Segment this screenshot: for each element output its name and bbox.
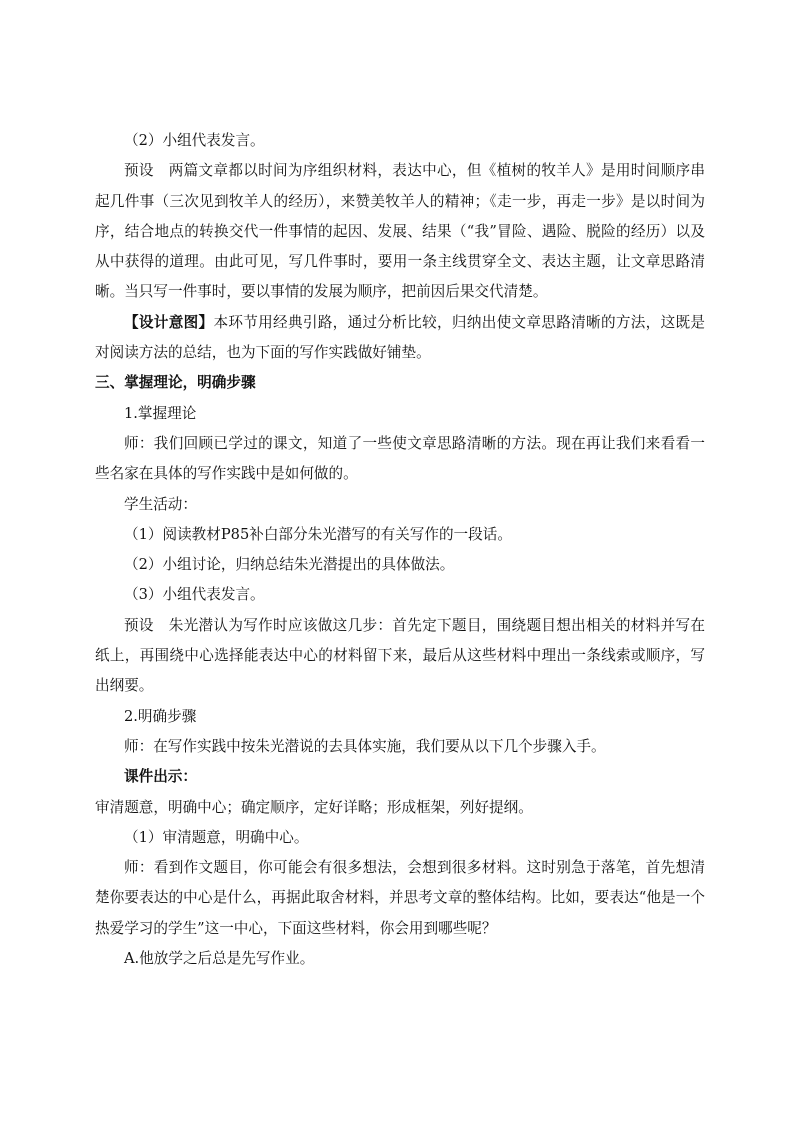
paragraph-courseware-content bbox=[95, 793, 705, 823]
paragraph-group-speech bbox=[95, 126, 705, 156]
paragraph-teacher-2 bbox=[95, 732, 705, 762]
paragraph-activity-2 bbox=[95, 550, 705, 580]
paragraph-text: （1）阅读教材P85补白部分朱光潜写的有关写作的一段话。 bbox=[124, 525, 512, 543]
paragraph-activity-1 bbox=[95, 520, 705, 550]
section-heading-text: 三、掌握理论，明确步骤 bbox=[95, 374, 256, 392]
paragraph-text: 预设 朱光潜认为写作时应该做这几步：首先定下题目，围绕题目想出相关的材料并写在纸上，再围绕中心选择能表达中心的材料留下来，最后从这些材料中理出一条线索或顺序，写出纲要。 bbox=[95, 616, 705, 695]
paragraph-text: 预设 两篇文章都以时间为序组织材料，表达中心，但《植树的牧羊人》是用时间顺序串起几件事（三次见到牧羊人的经历），来赞美牧羊人的精神；《走一步，再走一步》是以时间为序，结合地点的转换交代一件事情的起因、发展、结果（“我”冒险、遇险、脱险的经历）以及从中获得的道理。由此可见，写几件事时，要用一条主线贯穿全文、表达主题，让文章思路清晰。当只写一件事时，要以事情的发展为顺序，把前因后果交代清楚。 bbox=[95, 162, 705, 301]
paragraph-student-activity bbox=[95, 490, 705, 520]
section-heading-3 bbox=[95, 368, 705, 398]
paragraph-text: 审清题意，明确中心；确定顺序，定好详略；形成框架，列好提纲。 bbox=[95, 798, 533, 816]
courseware-label: 课件出示： bbox=[124, 768, 197, 786]
paragraph-text: 1.掌握理论 bbox=[124, 404, 197, 422]
paragraph-activity-3 bbox=[95, 580, 705, 610]
paragraph-text: 师：我们回顾已学过的课文，知道了一些使文章思路清晰的方法。现在再让我们来看看一些名家在具体的写作实践中是如何做的。 bbox=[95, 434, 705, 483]
paragraph-step-1 bbox=[95, 823, 705, 853]
paragraph-text: （2）小组讨论，归纳总结朱光潜提出的具体做法。 bbox=[124, 556, 455, 574]
paragraph-text: 本环节用经典引路，通过分析比较，归纳出使文章思路清晰的方法，这既是对阅读方法的总结，也为下面的写作实践做好铺垫。 bbox=[95, 313, 705, 362]
document-page bbox=[95, 126, 705, 974]
paragraph-text: A.他放学之后总是先写作业。 bbox=[124, 950, 315, 968]
paragraph-text: 2.明确步骤 bbox=[124, 707, 197, 725]
paragraph-text: （3）小组代表发言。 bbox=[124, 586, 265, 604]
paragraph-preset-2 bbox=[95, 611, 705, 702]
paragraph-design-intent bbox=[95, 308, 705, 369]
subheading-master-theory bbox=[95, 399, 705, 429]
paragraph-text: 师：在写作实践中按朱光潜说的去具体实施，我们要从以下几个步骤入手。 bbox=[124, 737, 606, 755]
paragraph-teacher-3 bbox=[95, 853, 705, 944]
paragraph-courseware-label bbox=[95, 762, 705, 792]
paragraph-option-a bbox=[95, 944, 705, 974]
subheading-clarify-steps bbox=[95, 702, 705, 732]
paragraph-text: （2）小组代表发言。 bbox=[124, 132, 265, 149]
paragraph-text: （1）审清题意，明确中心。 bbox=[124, 828, 309, 846]
design-intent-label: 【设计意图】 bbox=[124, 313, 214, 331]
paragraph-teacher-1 bbox=[95, 429, 705, 490]
paragraph-preset-1 bbox=[95, 156, 705, 307]
paragraph-text: 师：看到作文题目，你可能会有很多想法，会想到很多材料。这时别急于落笔，首先想清楚你要表达的中心是什么，再据此取舍材料，并思考文章的整体结构。比如，要表达“他是一个热爱学习的学生”这一中心，下面这些材料，你会用到哪些呢？ bbox=[95, 859, 705, 937]
paragraph-text: 学生活动： bbox=[124, 495, 197, 513]
